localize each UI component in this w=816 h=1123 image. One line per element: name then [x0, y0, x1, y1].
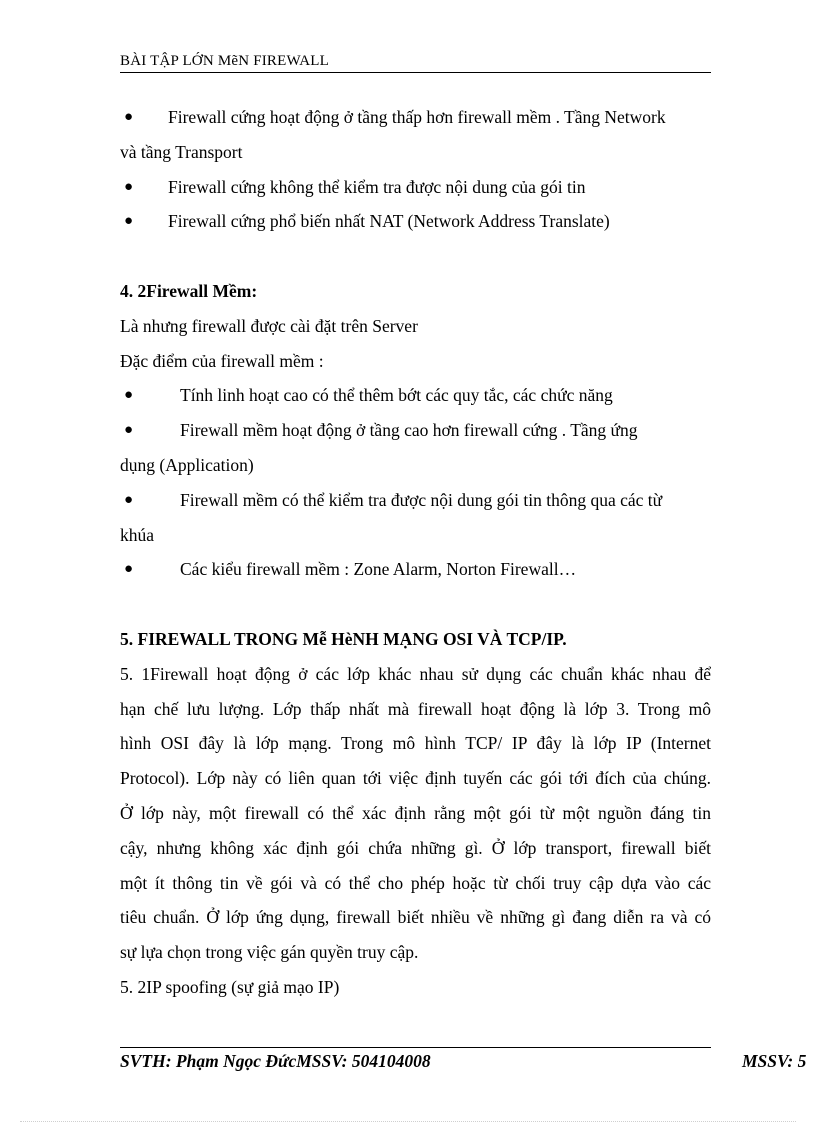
paragraph-line: sự lựa chọn trong việc gán quyền truy cập.: [120, 942, 419, 963]
bullet-icon: ●: [124, 561, 134, 578]
paragraph-line: 5. 1Firewall hoạt động ở các lớp khác nhau sử dụng các chuẩn khác nhau để: [120, 663, 711, 684]
footer-rule: [120, 1047, 711, 1048]
paragraph-line: Protocol). Lớp này có liên quan tới việc định tuyến các gói tới đích của chúng.: [120, 768, 711, 789]
bullet-item: [120, 100, 711, 135]
subsection-heading: 5. 2IP spoofing (sự giả mạo IP): [120, 976, 340, 997]
footer-page-label: MSSV: 5: [742, 1051, 807, 1071]
paragraph-line: Đặc điểm của firewall mềm :: [120, 350, 324, 371]
bullet-item: [120, 378, 711, 413]
page-bottom-divider: [20, 1121, 796, 1122]
bullet-icon: ●: [124, 109, 134, 125]
header-rule: [120, 72, 711, 73]
bullet-icon: ●: [124, 213, 134, 230]
bullet-continuation: khúa: [120, 524, 155, 545]
bullet-text: Firewall cứng không thể kiểm tra được nội dung của gói tin: [168, 176, 586, 197]
bullet-text: Tính linh hoạt cao có thể thêm bớt các quy tắc, các chức năng: [180, 385, 613, 406]
bullet-text: Firewall cứng phổ biến nhất NAT (Network Address Translate): [168, 211, 610, 232]
bullet-item: [120, 483, 711, 518]
bullet-item: [120, 413, 711, 448]
bullet-item: [120, 204, 711, 239]
bullet-text: Firewall cứng hoạt động ở tầng thấp hơn firewall mềm . Tầng Network: [168, 107, 666, 127]
paragraph-line: tiêu chuẩn. Ở lớp ứng dụng, firewall biết nhiều về những gì đang diễn ra và có: [120, 907, 711, 928]
section-heading: 5. FIREWALL TRONG Mễ HèNH MẠNG OSI VÀ TCP/IP.: [120, 628, 567, 649]
bullet-item: [120, 170, 711, 205]
bullet-continuation: và tầng Transport: [120, 141, 243, 162]
section-heading: 4. 2Firewall Mềm:: [120, 280, 258, 301]
bullet-text: Các kiểu firewall mềm : Zone Alarm, Norton Firewall…: [180, 559, 577, 580]
paragraph-line: cậy, nhưng không xác định gói chứa những gì. Ở lớp transport, firewall biết: [120, 837, 711, 858]
paragraph-line: Ở lớp này, một firewall có thể xác định rằng một gói từ một nguồn đáng tin: [120, 802, 711, 823]
page-content: [120, 100, 711, 1005]
paragraph-line: một ít thông tin về gói và có thể cho phép hoặc từ chối truy cập dựa vào các: [120, 872, 711, 893]
bullet-icon: ●: [124, 422, 134, 439]
footer-student-info: SVTH: Phạm Ngọc ĐứcMSSV: 504104008: [120, 1051, 431, 1071]
bullet-continuation: dụng (Application): [120, 454, 254, 475]
bullet-icon: ●: [124, 491, 134, 508]
bullet-icon: ●: [124, 178, 134, 195]
paragraph-line: hình OSI đây là lớp mạng. Trong mô hình TCP/ IP đây là lớp IP (Internet: [120, 733, 711, 754]
paragraph-line: hạn chế lưu lượng. Lớp thấp nhất mà firewall hoạt động là lớp 3. Trong mô: [120, 698, 711, 719]
bullet-item: [120, 552, 711, 587]
bullet-text: Firewall mềm có thể kiểm tra được nội dung gói tin thông qua các từ: [180, 489, 663, 510]
bullet-icon: ●: [124, 387, 134, 404]
bullet-text: Firewall mềm hoạt động ở tầng cao hơn firewall cứng . Tầng ứng: [180, 420, 638, 441]
paragraph-line: Là nhưng firewall được cài đặt trên Server: [120, 315, 418, 336]
page-header-title: BÀI TẬP LỚN MẽN FIREWALL: [120, 53, 329, 69]
